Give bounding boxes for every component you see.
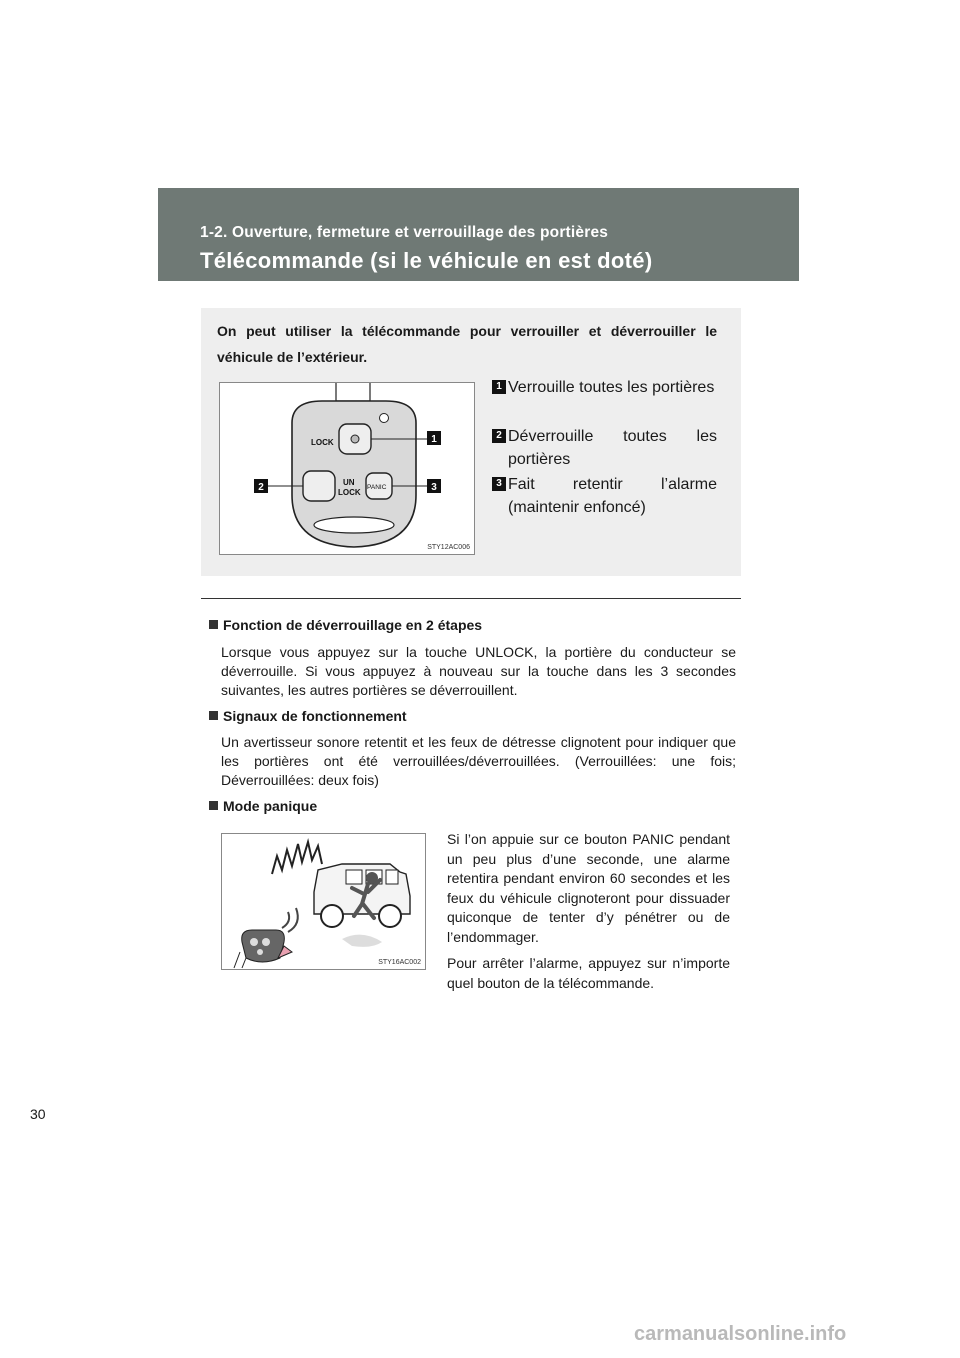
subheading: Fonction de déverrouillage en 2 étapes bbox=[209, 617, 482, 633]
item-number: 3 bbox=[492, 477, 506, 491]
paragraph: Un avertisseur sonore retentit et les feux de détresse clignotent pour indiquer que les portières ont été verrouillées/déverrouillées. (Verrouillées: une fois; Déverrouillées: deux fois) bbox=[221, 734, 736, 788]
list-item bbox=[492, 425, 717, 471]
lock-label: LOCK bbox=[311, 438, 334, 447]
watermark: carmanualsonline.info bbox=[634, 1323, 847, 1345]
list-item bbox=[492, 376, 717, 399]
unlock-label-2: LOCK bbox=[338, 488, 361, 497]
panic-paragraph: Si l’on appuie sur ce bouton PANIC pendant un peu plus d’une seconde, une alarme retentira pendant environ 60 secondes et les feux du véhicule clignoteront pour dissuader quiconque de tenter d’y pénétrer ou de l’endommager. bbox=[447, 831, 730, 945]
panic-paragraph: Pour arrêter l’alarme, appuyez sur n’importe quel bouton de la télécommande. bbox=[447, 955, 730, 991]
unlock-label-1: UN bbox=[343, 478, 355, 487]
item-text: Verrouille toutes les portières bbox=[508, 379, 715, 396]
panic-label: PANIC bbox=[367, 484, 387, 491]
callout-3: 3 bbox=[431, 482, 437, 493]
bullet-square-icon bbox=[209, 711, 218, 720]
panic-mode-figure bbox=[221, 833, 426, 970]
remote-key-illustration bbox=[220, 383, 474, 554]
bullet-square-icon bbox=[209, 801, 218, 810]
intro-text: On peut utiliser la télécommande pour verrouiller et déverrouiller le véhicule de l’extérieur. bbox=[217, 323, 717, 365]
subheading: Signaux de fonctionnement bbox=[209, 708, 407, 724]
page-header bbox=[158, 188, 799, 281]
figure-code: STY12AC006 bbox=[427, 544, 470, 551]
list-item bbox=[492, 473, 717, 519]
intro-box bbox=[201, 308, 741, 576]
callout-1: 1 bbox=[431, 434, 437, 445]
page-number: 30 bbox=[30, 1106, 46, 1122]
section-title: 1-2. Ouverture, fermeture et verrouillage des portières bbox=[200, 224, 609, 241]
item-text: Fait retentir l’alarme (maintenir enfoncé) bbox=[508, 476, 717, 516]
remote-key-figure bbox=[219, 382, 475, 555]
subheading: Mode panique bbox=[209, 798, 317, 814]
paragraph: Lorsque vous appuyez sur la touche UNLOCK, la portière du conducteur se déverrouille. Si vous appuyez à nouveau sur la touche dans les 3 secondes suivantes, les autres portières se déverrouillent. bbox=[221, 644, 736, 698]
bullet-square-icon bbox=[209, 620, 218, 629]
page-title: Télécommande (si le véhicule en est doté) bbox=[200, 248, 653, 273]
callout-2: 2 bbox=[258, 482, 264, 493]
divider bbox=[201, 598, 741, 599]
item-number: 2 bbox=[492, 429, 506, 443]
item-text: Déverrouille toutes les portières bbox=[508, 428, 717, 468]
figure-code: STY16AC002 bbox=[378, 959, 421, 966]
item-number: 1 bbox=[492, 380, 506, 394]
panic-illustration bbox=[222, 834, 425, 969]
